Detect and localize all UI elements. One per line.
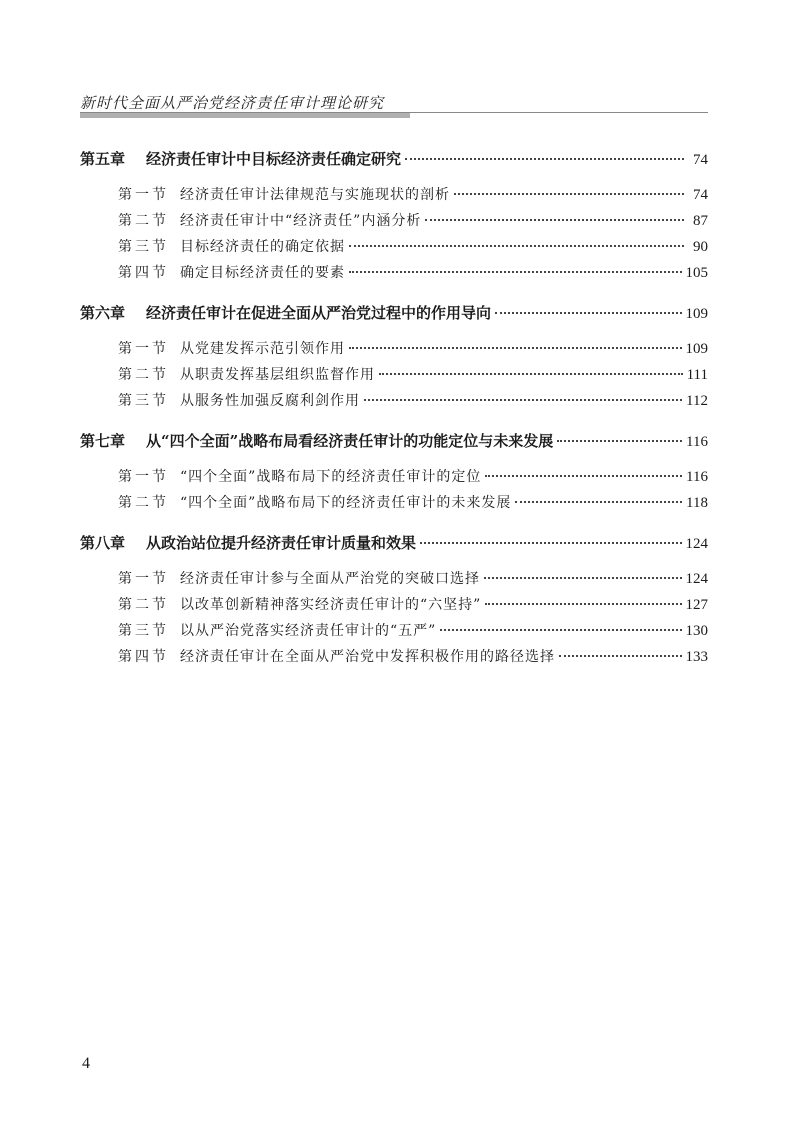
toc-chapter-row[interactable] xyxy=(80,148,708,174)
dot-leader xyxy=(440,629,681,631)
section-page: 74 xyxy=(693,187,708,203)
section-title: 以从严治党落实经济责任审计的“五严” xyxy=(180,623,437,639)
section-number: 第二节 xyxy=(118,367,169,383)
section-title: “四个全面”战略布局下的经济责任审计的未来发展 xyxy=(180,495,512,511)
section-number: 第一节 xyxy=(118,187,169,203)
toc-section-row[interactable] xyxy=(80,262,708,288)
chapter-number: 第八章 xyxy=(80,534,126,552)
section-number: 第四节 xyxy=(118,265,169,281)
section-number: 第一节 xyxy=(118,341,169,357)
section-title: 从服务性加强反腐利剑作用 xyxy=(180,393,360,409)
toc-section-row[interactable] xyxy=(80,466,708,492)
section-number: 第二节 xyxy=(118,495,169,511)
dot-leader xyxy=(349,245,684,247)
dot-leader xyxy=(349,347,682,349)
section-number: 第一节 xyxy=(118,469,169,485)
section-page: 111 xyxy=(686,367,708,383)
toc-section-row[interactable] xyxy=(80,338,708,364)
dot-leader xyxy=(559,655,682,657)
dot-leader xyxy=(379,373,683,375)
toc-section-row[interactable] xyxy=(80,390,708,416)
page-number: 4 xyxy=(82,1055,90,1072)
dot-leader xyxy=(485,475,682,477)
section-page: 124 xyxy=(685,571,708,587)
toc-section-row[interactable] xyxy=(80,594,708,620)
dot-leader xyxy=(405,158,684,160)
section-page: 90 xyxy=(693,239,708,255)
dot-leader xyxy=(485,603,681,605)
chapter-page: 124 xyxy=(685,536,708,552)
section-page: 105 xyxy=(685,265,708,281)
running-header-title: 新时代全面从严治党经济责任审计理论研究 xyxy=(80,94,385,112)
toc-section-row[interactable] xyxy=(80,184,708,210)
section-number: 第一节 xyxy=(118,571,169,587)
toc-chapter-row[interactable] xyxy=(80,430,708,456)
chapter-title: 经济责任审计中目标经济责任确定研究 xyxy=(146,150,402,168)
dot-leader xyxy=(420,542,681,544)
dot-leader xyxy=(425,219,684,221)
chapter-title: 从“四个全面”战略布局看经济责任审计的功能定位与未来发展 xyxy=(146,432,554,450)
section-title: “四个全面”战略布局下的经济责任审计的定位 xyxy=(180,469,482,485)
chapter-number: 第七章 xyxy=(80,432,126,450)
toc-section-row[interactable] xyxy=(80,568,708,594)
toc-chapter-row[interactable] xyxy=(80,532,708,558)
chapter-page: 116 xyxy=(686,434,708,450)
header-rule-accent xyxy=(80,113,410,118)
dot-leader xyxy=(495,312,681,314)
chapter-page: 74 xyxy=(693,152,708,168)
section-page: 118 xyxy=(686,495,708,511)
chapter-page: 109 xyxy=(685,306,708,322)
toc-chapter-row[interactable] xyxy=(80,302,708,328)
section-page: 109 xyxy=(685,341,708,357)
table-of-contents xyxy=(80,148,708,672)
section-page: 112 xyxy=(686,393,708,409)
chapter-number: 第五章 xyxy=(80,150,126,168)
section-title: 确定目标经济责任的要素 xyxy=(180,265,345,281)
section-number: 第二节 xyxy=(118,213,169,229)
dot-leader xyxy=(557,440,682,442)
chapter-title: 从政治站位提升经济责任审计质量和效果 xyxy=(146,534,417,552)
section-page: 87 xyxy=(693,213,708,229)
section-title: 经济责任审计中“经济责任”内涵分析 xyxy=(180,213,422,229)
section-title: 经济责任审计法律规范与实施现状的剖析 xyxy=(180,187,450,203)
section-number: 第三节 xyxy=(118,393,169,409)
toc-section-row[interactable] xyxy=(80,646,708,672)
section-title: 经济责任审计在全面从严治党中发挥积极作用的路径选择 xyxy=(180,649,555,665)
section-title: 从职责发挥基层组织监督作用 xyxy=(180,367,375,383)
chapter-number: 第六章 xyxy=(80,304,126,322)
section-page: 133 xyxy=(685,649,708,665)
section-number: 第四节 xyxy=(118,649,169,665)
section-title: 从党建发挥示范引领作用 xyxy=(180,341,345,357)
section-page: 130 xyxy=(685,623,708,639)
dot-leader xyxy=(454,193,684,195)
section-title: 以改革创新精神落实经济责任审计的“六坚持” xyxy=(180,597,482,613)
toc-section-row[interactable] xyxy=(80,236,708,262)
dot-leader xyxy=(484,577,682,579)
section-number: 第三节 xyxy=(118,623,169,639)
dot-leader xyxy=(349,271,682,273)
toc-section-row[interactable] xyxy=(80,364,708,390)
section-page: 116 xyxy=(686,469,708,485)
section-title: 目标经济责任的确定依据 xyxy=(180,239,345,255)
section-number: 第三节 xyxy=(118,239,169,255)
toc-section-row[interactable] xyxy=(80,620,708,646)
dot-leader xyxy=(364,399,682,401)
dot-leader xyxy=(515,501,682,503)
toc-section-row[interactable] xyxy=(80,492,708,518)
chapter-title: 经济责任审计在促进全面从严治党过程中的作用导向 xyxy=(146,304,492,322)
section-number: 第二节 xyxy=(118,597,169,613)
section-title: 经济责任审计参与全面从严治党的突破口选择 xyxy=(180,571,480,587)
section-page: 127 xyxy=(685,597,708,613)
toc-section-row[interactable] xyxy=(80,210,708,236)
